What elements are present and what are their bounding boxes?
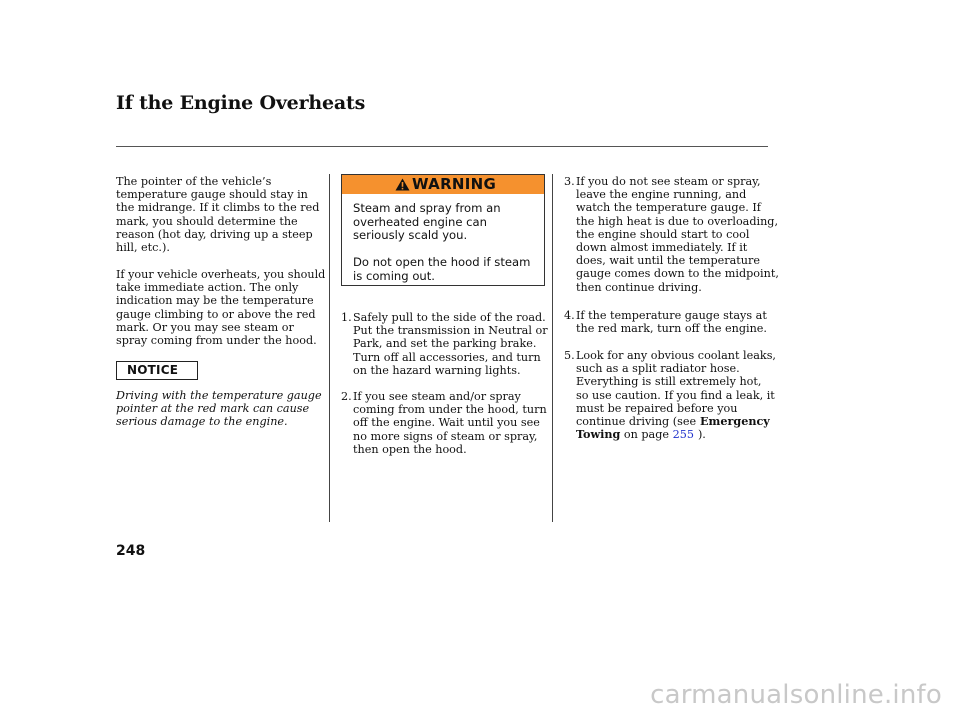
- step-number-2: 2.: [341, 390, 352, 403]
- page-ref-suffix: ).: [697, 428, 706, 441]
- notice-label: NOTICE: [127, 363, 179, 377]
- notice-badge: [116, 361, 198, 380]
- warning-text-scald: Steam and spray from an overheated engine can seriously scald you.: [353, 201, 501, 243]
- step-2-text: If you see steam and/or spray coming from under the hood, turn off the engine. Wait until you see no more signs of steam or spray, then open the hood.: [353, 390, 547, 456]
- step-number-5: 5.: [564, 349, 575, 362]
- column-divider-2: [552, 174, 553, 522]
- warning-header: [342, 175, 544, 194]
- column-divider-1: [329, 174, 330, 522]
- warning-label: WARNING: [412, 175, 497, 193]
- site-watermark: carmanualsonline.info: [650, 680, 942, 710]
- overheat-paragraph: If your vehicle overheats, you should take immediate action. The only indication may be the temperature gauge climbing to or above the red mark. Or you may see steam or spray coming from under the hood.: [116, 268, 326, 348]
- warning-text-hood: Do not open the hood if steam is coming out.: [353, 255, 531, 283]
- step-5-text: Look for any obvious coolant leaks, such as a split radiator hose. Everything is still extremely hot, so use caution. If you find a leak, it must be repaired before you continue driving (see: [576, 349, 776, 429]
- page-ref-prefix: on page: [620, 428, 673, 441]
- step-5-reference-line-1: [700, 415, 770, 428]
- step-3-text: If you do not see steam or spray, leave the engine running, and watch the temperature gauge. If the high heat is due to overloading, the engine should start to cool down almost immediately. If it does, wait until the temperature gauge comes down to the midpoint, then continue driving.: [576, 175, 779, 294]
- page-255-link[interactable]: 255: [672, 428, 694, 441]
- step-5-reference-line-2: [576, 428, 706, 441]
- step-number-4: 4.: [564, 309, 575, 322]
- page-title: If the Engine Overheats: [116, 92, 366, 114]
- step-number-1: 1.: [341, 311, 352, 324]
- emergency-towing-ref-1: Emergency: [700, 414, 770, 428]
- title-divider: [116, 146, 768, 147]
- step-1-text: Safely pull to the side of the road. Put the transmission in Neutral or Park, and set the parking brake. Turn off all accessories, and turn on the hazard warning lights.: [353, 311, 548, 377]
- step-5-block: [576, 349, 776, 441]
- step-4-text: If the temperature gauge stays at the red mark, turn off the engine.: [576, 309, 767, 336]
- warning-box: [341, 174, 545, 286]
- emergency-towing-ref-2: Towing: [576, 427, 621, 441]
- step-number-3: 3.: [564, 175, 575, 188]
- notice-text: Driving with the temperature gauge pointer at the red mark can cause serious damage to the engine.: [116, 389, 322, 429]
- page-number: 248: [116, 543, 146, 559]
- warning-triangle-icon: [395, 178, 410, 191]
- intro-paragraph: The pointer of the vehicle’s temperature gauge should stay in the midrange. If it climbs to the red mark, you should determine the reason (hot day, driving up a steep hill, etc.).: [116, 175, 320, 255]
